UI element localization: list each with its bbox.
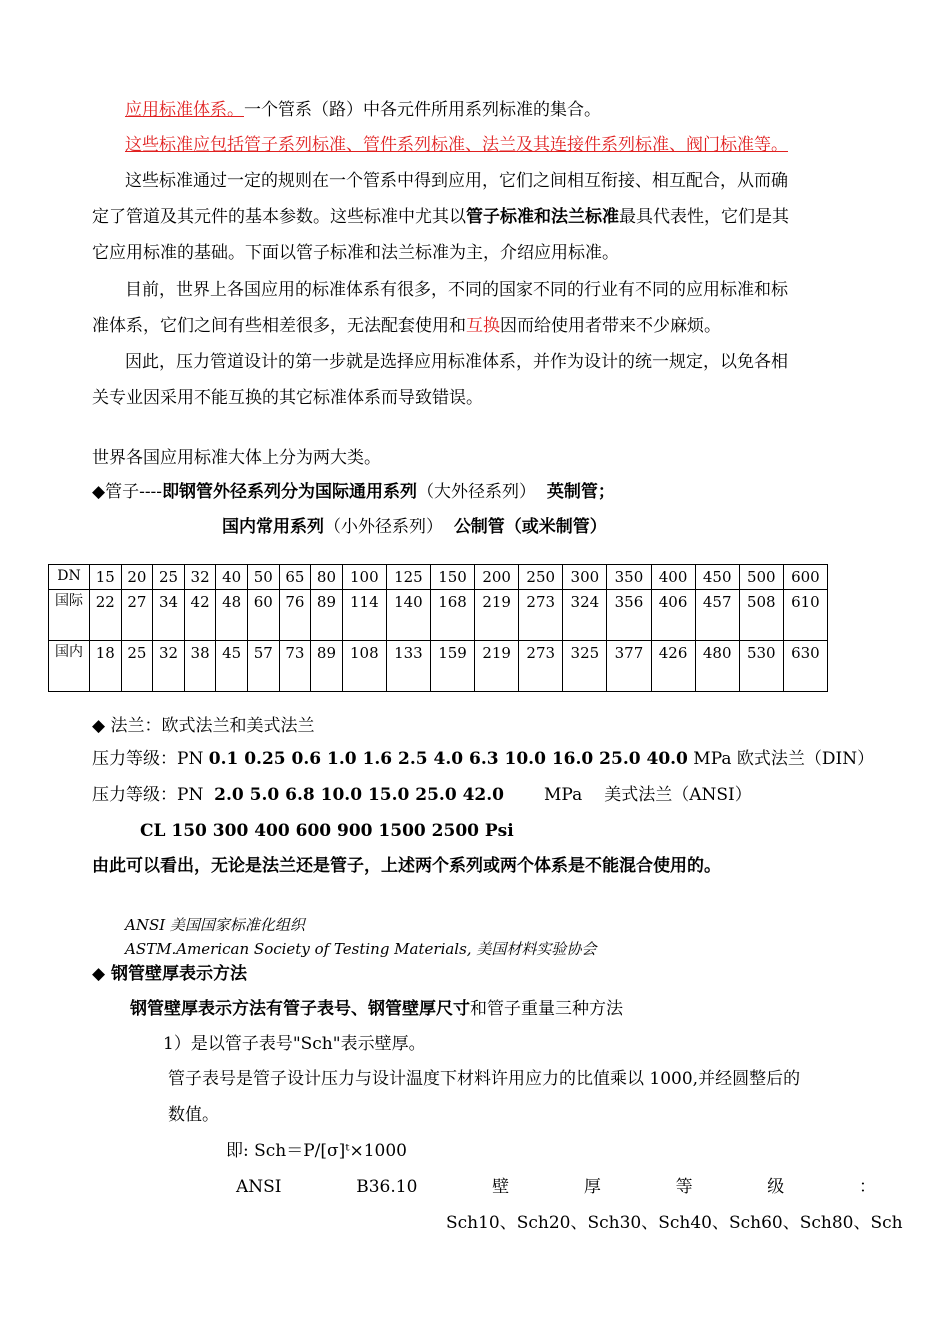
table-cell: DN [49, 565, 90, 590]
wall-formula: 即: Sch＝P/[σ]ᵗ×1000 [226, 1141, 407, 1161]
table-cell: 18 [90, 641, 122, 692]
table-cell: 89 [311, 590, 343, 641]
table-cell: 457 [695, 590, 739, 641]
term-interchange: 互换 [466, 316, 500, 336]
wall-desc-l2: 数值。 [168, 1105, 219, 1125]
text-segment: MPa 欧式法兰（DIN） [693, 749, 875, 769]
table-cell: 48 [216, 590, 248, 641]
table-cell: 38 [184, 641, 216, 692]
text-segment: 即钢管外径系列分为国际通用系列 [162, 482, 418, 502]
text-segment: 级 [767, 1177, 785, 1197]
para-two-categories: 世界各国应用标准大体上分为两大类。 [92, 448, 381, 468]
table-cell: 508 [739, 590, 783, 641]
table-cell: 80 [311, 565, 343, 590]
table-cell: 350 [607, 565, 651, 590]
para-current-systems-l1: 目前，世界上各国应用的标准体系有很多，不同的国家不同的行业有不同的应用标准和标 [125, 280, 788, 300]
para-standards-apply-l3: 它应用标准的基础。下面以管子标准和法兰标准为主，介绍应用标准。 [92, 243, 619, 263]
dn-diameter-table [48, 564, 828, 692]
table-cell: 73 [279, 641, 311, 692]
sch-list: Sch10、Sch20、Sch30、Sch40、Sch60、Sch80、Sch [446, 1213, 903, 1233]
para-first-step-l2: 关专业因采用不能互换的其它标准体系而导致错误。 [92, 388, 483, 408]
text-segment: 压力等级：PN [92, 749, 204, 769]
text-segment: （小外径系列） [324, 517, 443, 537]
table-cell: 国内 [49, 641, 90, 692]
text-segment: 厚 [583, 1177, 601, 1197]
definition-text: 一个管系（路）中各元件所用系列标准的集合。 [244, 100, 601, 120]
wall-desc-l1: 管子表号是管子设计压力与设计温度下材料许用应力的比值乘以 1000,并经圆整后的 [168, 1069, 801, 1089]
table-cell: 600 [783, 565, 827, 590]
para-standards-apply-l2 [92, 206, 789, 228]
table-cell: 76 [279, 590, 311, 641]
wall-thickness-title: ◆ 钢管壁厚表示方法 [92, 964, 247, 984]
table-cell: 356 [607, 590, 651, 641]
pipe-series-line2 [222, 516, 607, 538]
text-segment: 准体系，它们之间有些相差很多，无法配套使用和 [92, 316, 466, 336]
table-cell: 27 [121, 590, 153, 641]
table-cell: 133 [386, 641, 430, 692]
note-ansi: ANSI 美国国家标准化组织 [125, 916, 305, 934]
text-segment: ： [859, 1177, 876, 1197]
table-cell: 450 [695, 565, 739, 590]
table-cell: 65 [279, 565, 311, 590]
table-cell: 国际 [49, 590, 90, 641]
table-cell: 250 [519, 565, 563, 590]
table-cell: 45 [216, 641, 248, 692]
text-segment: 美式法兰（ANSI） [604, 785, 752, 805]
term-application-standard-system: 应用标准体系。 [125, 100, 244, 120]
wall-item1: 1）是以管子表号"Sch"表示壁厚。 [163, 1034, 426, 1054]
table-cell: 60 [247, 590, 279, 641]
table-cell: 32 [184, 565, 216, 590]
table-cell: 219 [475, 641, 519, 692]
note-astm: ASTM.American Society of Testing Materials, 美国材料实验协会 [125, 940, 597, 958]
table-cell: 57 [247, 641, 279, 692]
text-segment: B36.10 [356, 1177, 418, 1197]
table-cell: 406 [651, 590, 695, 641]
table-cell: 15 [90, 565, 122, 590]
table-cell: 42 [184, 590, 216, 641]
table-cell: 125 [386, 565, 430, 590]
table-cell: 500 [739, 565, 783, 590]
text-segment: 英制管； [546, 482, 615, 502]
text-segment: 国内常用系列 [222, 517, 324, 537]
para-standards-include: 这些标准应包括管子系列标准、管件系列标准、法兰及其连接件系列标准、阀门标准等。 [125, 135, 788, 155]
flange-class-values: CL 150 300 400 600 900 1500 2500 Psi [140, 821, 514, 841]
text-segment: 最具代表性，它们是其 [619, 207, 789, 227]
pn-din-values: 0.1 0.25 0.6 1.0 1.6 2.5 4.0 6.3 10.0 16.0 25.0 40.0 [208, 749, 688, 769]
text-segment: 壁 [492, 1177, 510, 1197]
table-cell: 325 [563, 641, 607, 692]
table-cell: 100 [342, 565, 386, 590]
text-segment: 和管子重量三种方法 [470, 999, 623, 1019]
table-cell: 108 [342, 641, 386, 692]
table-cell: 168 [430, 590, 474, 641]
table-cell: 34 [153, 590, 185, 641]
text-segment: 压力等级：PN [92, 785, 204, 805]
table-cell: 630 [783, 641, 827, 692]
table-row-intl [49, 590, 828, 641]
pipe-series-line1 [92, 481, 615, 503]
table-cell: 377 [607, 641, 651, 692]
bullet-pipe: ◆管子---- [92, 482, 163, 502]
wall-thickness-methods [130, 998, 623, 1020]
flange-conclusion: 由此可以看出，无论是法兰还是管子，上述两个系列或两个体系是不能混合使用的。 [92, 856, 721, 876]
emphasis-pipe-flange-standards: 管子标准和法兰标准 [466, 207, 619, 227]
text-segment: 公制管（或米制管） [453, 517, 607, 537]
table-cell: 426 [651, 641, 695, 692]
table-cell: 89 [311, 641, 343, 692]
table-row-domestic [49, 641, 828, 692]
text-segment: 等 [675, 1177, 693, 1197]
table-cell: 219 [475, 590, 519, 641]
para-standards-apply-l1: 这些标准通过一定的规则在一个管系中得到应用，它们之间相互衔接、相互配合，从而确 [125, 171, 788, 191]
table-cell: 22 [90, 590, 122, 641]
table-cell: 400 [651, 565, 695, 590]
table-cell: 25 [121, 641, 153, 692]
table-cell: 530 [739, 641, 783, 692]
text-segment: 定了管道及其元件的基本参数。这些标准中尤其以 [92, 207, 466, 227]
table-cell: 480 [695, 641, 739, 692]
table-row-dn [49, 565, 828, 590]
table-cell: 159 [430, 641, 474, 692]
para-first-step-l1: 因此，压力管道设计的第一步就是选择应用标准体系，并作为设计的统一规定，以免各相 [125, 352, 788, 372]
para-system-definition [125, 99, 601, 121]
table-cell: 32 [153, 641, 185, 692]
flange-pn-ansi [92, 784, 752, 806]
table-cell: 40 [216, 565, 248, 590]
text-segment: MPa [544, 785, 583, 805]
table-cell: 273 [519, 590, 563, 641]
table-cell: 610 [783, 590, 827, 641]
table-cell: 20 [121, 565, 153, 590]
text-segment: ANSI [236, 1177, 282, 1197]
table-cell: 25 [153, 565, 185, 590]
table-cell: 114 [342, 590, 386, 641]
table-cell: 140 [386, 590, 430, 641]
text-segment: 钢管壁厚表示方法有管子表号、钢管壁厚尺寸 [130, 999, 470, 1019]
text-segment: （大外径系列） [417, 482, 537, 502]
pn-ansi-values: 2.0 5.0 6.8 10.0 15.0 25.0 42.0 [214, 785, 504, 805]
para-current-systems-l2 [92, 315, 721, 337]
ansi-b3610-row [236, 1176, 876, 1198]
table-cell: 200 [475, 565, 519, 590]
table-cell: 300 [563, 565, 607, 590]
table-cell: 150 [430, 565, 474, 590]
table-cell: 50 [247, 565, 279, 590]
table-cell: 324 [563, 590, 607, 641]
flange-pn-din [92, 748, 874, 770]
text-segment: 因而给使用者带来不少麻烦。 [500, 316, 721, 336]
flange-title: ◆ 法兰：欧式法兰和美式法兰 [92, 716, 315, 736]
table-cell: 273 [519, 641, 563, 692]
